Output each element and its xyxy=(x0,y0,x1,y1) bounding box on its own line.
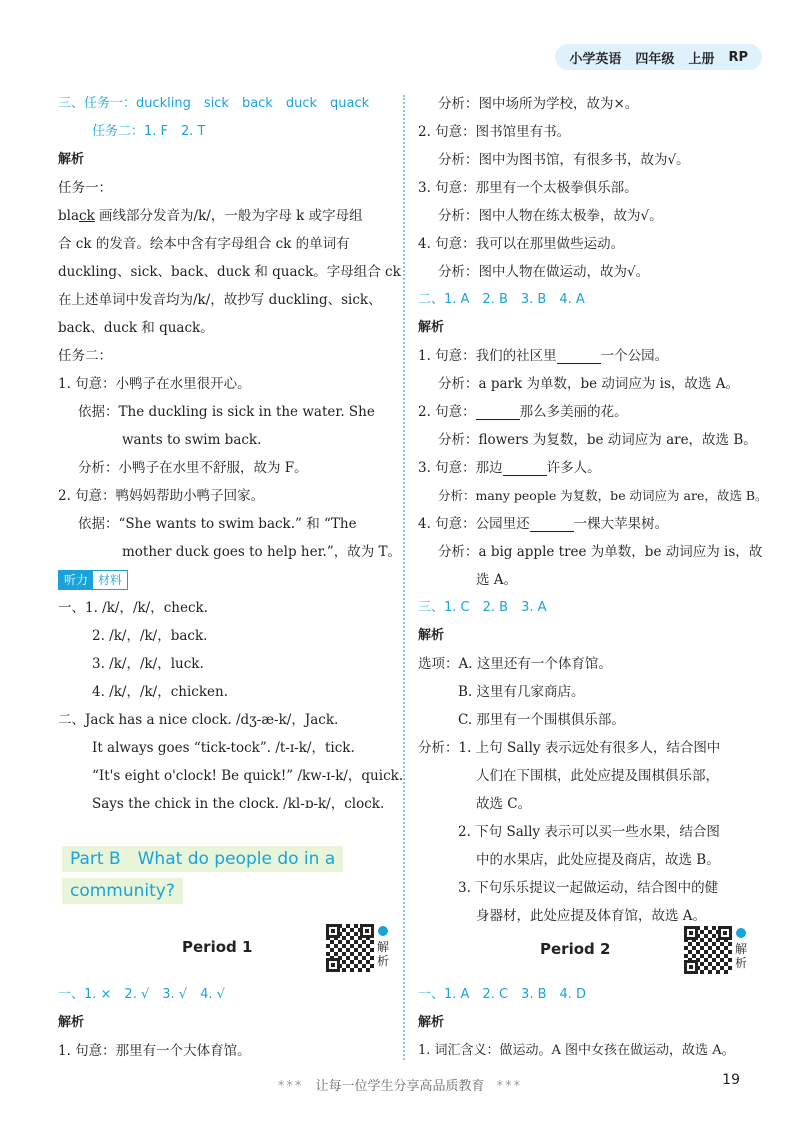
listening-line: 4. /k/，/k/，chicken. xyxy=(92,684,229,700)
meaning-line: 3. 句意：那里有一个太极拳俱乐部。 xyxy=(418,180,638,196)
right-column xyxy=(418,90,768,930)
header-volume: 上册 xyxy=(688,51,715,67)
analysis-line: 分析：a park 为单数，be 动词应为 is，故选 A。 xyxy=(438,376,739,392)
listening-line: It always goes “tick-tock”. /t-ɪ-k/，tick. xyxy=(92,740,355,756)
period2-content xyxy=(418,981,758,1065)
footer-dots: *** xyxy=(496,1079,523,1094)
q2-basis: 依据：“She wants to swim back.” 和 “The xyxy=(78,516,357,532)
underlined-ck: ck xyxy=(79,208,95,224)
listening-badge-row xyxy=(58,566,393,594)
answer-sec2: 二、1. A 2. B 3. B 4. A xyxy=(418,292,585,307)
fill-blank xyxy=(503,462,547,476)
q2-meaning: 2. 句意：鸭妈妈帮助小鸭子回家。 xyxy=(58,488,265,504)
header-edition: RP xyxy=(728,49,748,65)
column-divider xyxy=(403,95,405,1060)
period2-answer: 一、1. A 2. C 3. B 4. D xyxy=(418,987,587,1002)
period1-q1: 1. 句意：那里有一个大体育馆。 xyxy=(58,1043,251,1059)
q1-basis: 依据：The duckling is sick in the water. She xyxy=(78,404,375,420)
analysis-line: 分析：图中人物在做运动，故为√。 xyxy=(438,264,650,280)
qr-label: 解析 xyxy=(734,942,747,970)
analysis-line: 3. 下句乐乐提议一起做运动，结合图中的健 xyxy=(458,880,719,896)
analysis-line-cont: 故选 C。 xyxy=(476,796,532,812)
period1-answer: 一、1. × 2. √ 3. √ 4. √ xyxy=(58,987,225,1002)
task1-text: 合 ck 的发音。绘本中含有字母组合 ck 的单词有 xyxy=(58,236,350,252)
footer-slogan xyxy=(0,1075,800,1094)
q2-basis-cont: mother duck goes to help her.”，故为 T。 xyxy=(122,544,402,560)
analysis-line-cont: 中的水果店，此处应提及商店，故选 B。 xyxy=(476,852,720,868)
q1-basis-cont: wants to swim back. xyxy=(122,432,262,448)
qr-code-icon[interactable] xyxy=(326,924,374,972)
analysis-line: 分析：图中人物在练太极拳，故为√。 xyxy=(438,208,663,224)
fill-blank xyxy=(557,350,601,364)
analysis-line: 分析：图中为图书馆，有很多书，故为√。 xyxy=(438,152,690,168)
listening-line: Says the chick in the clock. /kl-ɒ-k/，clock. xyxy=(92,796,385,812)
analysis-line: 分析：a big apple tree 为单数，be 动词应为 is，故 xyxy=(438,544,763,560)
jiexi-heading: 解析 xyxy=(58,1015,85,1030)
left-column xyxy=(58,90,404,818)
task1-text: 在上述单词中发音均为/k/，故抄写 duckling、sick、 xyxy=(58,292,382,308)
options-line: 选项：A. 这里还有一个体育馆。 xyxy=(418,656,612,672)
q1-meaning: 1. 句意：小鸭子在水里很开心。 xyxy=(58,376,251,392)
answer-sec3: 三、任务一：duckling sick back duck quack xyxy=(58,96,370,111)
analysis-line: 分析：many people 为复数，be 动词应为 are，故选 B。 xyxy=(438,488,768,503)
analysis-line: 分析：图中场所为学校，故为×。 xyxy=(438,96,639,112)
meaning-line: 4. 句意：我可以在那里做些运动。 xyxy=(418,236,625,252)
period2-q1: 1. 词汇含义：做运动。A 图中女孩在做运动，故选 A。 xyxy=(418,1043,735,1058)
analysis-line-cont: 身器材，此处应提及体育馆，故选 A。 xyxy=(476,908,707,924)
analysis-line: 分析：1. 上句 Sally 表示远处有很多人，结合图中 xyxy=(418,740,721,756)
answer-sec3-right: 三、1. C 2. B 3. A xyxy=(418,600,547,615)
header-tag xyxy=(555,44,762,70)
task1-text: black 画线部分发音为/k/，一般为字母 k 或字母组 xyxy=(58,208,363,224)
meaning-line: 4. 句意：公园里还 一棵大苹果树。 xyxy=(418,516,669,532)
listening-line: “It's eight o'clock! Be quick!” /kw-ɪ-k/，quick. xyxy=(92,768,404,784)
analysis-line: 分析：flowers 为复数，be 动词应为 are，故选 B。 xyxy=(438,432,757,448)
qr-label: 解析 xyxy=(376,940,389,968)
jiexi-heading: 解析 xyxy=(418,320,445,335)
listening-line: 一、1. /k/，/k/，check. xyxy=(58,600,209,616)
part-b-title-line2: community? xyxy=(62,878,183,904)
analysis-line: 2. 下句 Sally 表示可以买一些水果，结合图 xyxy=(458,824,720,840)
task2-label: 任务二： xyxy=(58,348,112,364)
jiexi-heading: 解析 xyxy=(58,152,85,167)
jiexi-heading: 解析 xyxy=(418,1015,445,1030)
meaning-line: 2. 句意： 那么多美丽的花。 xyxy=(418,404,628,420)
task1-text: back、duck 和 quack。 xyxy=(58,320,214,336)
period-1-title: Period 1 xyxy=(182,938,253,956)
footer-dots: *** xyxy=(277,1079,304,1094)
answer-sec3-task2: 任务二：1. F 2. T xyxy=(92,124,206,139)
play-icon xyxy=(378,926,388,936)
badge-tingli: 听力 xyxy=(59,571,93,589)
fill-blank xyxy=(530,518,574,532)
jiexi-heading: 解析 xyxy=(418,628,445,643)
badge-cailiao: 材料 xyxy=(98,573,123,587)
listening-line: 二、Jack has a nice clock. /dʒ-æ-k/，Jack. xyxy=(58,712,339,728)
analysis-line-cont: 人们在下围棋，此处应提及围棋俱乐部， xyxy=(476,768,719,784)
task1-label: 任务一： xyxy=(58,180,112,196)
listening-badge xyxy=(58,570,128,590)
header-subject: 小学英语 xyxy=(569,51,622,67)
part-b-title xyxy=(62,846,377,906)
fill-blank xyxy=(476,406,520,420)
period1-content xyxy=(58,981,393,1065)
footer-text: 让每一位学生分享高品质教育 xyxy=(315,1079,485,1094)
listening-line: 2. /k/，/k/，back. xyxy=(92,628,208,644)
meaning-line: 2. 句意：图书馆里有书。 xyxy=(418,124,571,140)
task1-text: duckling、sick、back、duck 和 quack。字母组合 ck xyxy=(58,264,401,280)
page-number: 19 xyxy=(722,1072,740,1088)
period-2-title: Period 2 xyxy=(540,940,611,958)
listening-line: 3. /k/，/k/，luck. xyxy=(92,656,204,672)
options-line: C. 那里有一个围棋俱乐部。 xyxy=(458,712,625,728)
analysis-line-cont: 选 A。 xyxy=(476,572,518,588)
options-line: B. 这里有几家商店。 xyxy=(458,684,585,700)
part-b-title-line1: Part B What do people do in a xyxy=(62,846,343,872)
meaning-line: 3. 句意：那边 许多人。 xyxy=(418,460,601,476)
play-icon xyxy=(736,928,746,938)
header-grade: 四年级 xyxy=(635,51,675,67)
qr-code-icon[interactable] xyxy=(684,926,732,974)
meaning-line: 1. 句意：我们的社区里 一个公园。 xyxy=(418,348,669,364)
q1-analysis: 分析：小鸭子在水里不舒服，故为 F。 xyxy=(78,460,308,476)
